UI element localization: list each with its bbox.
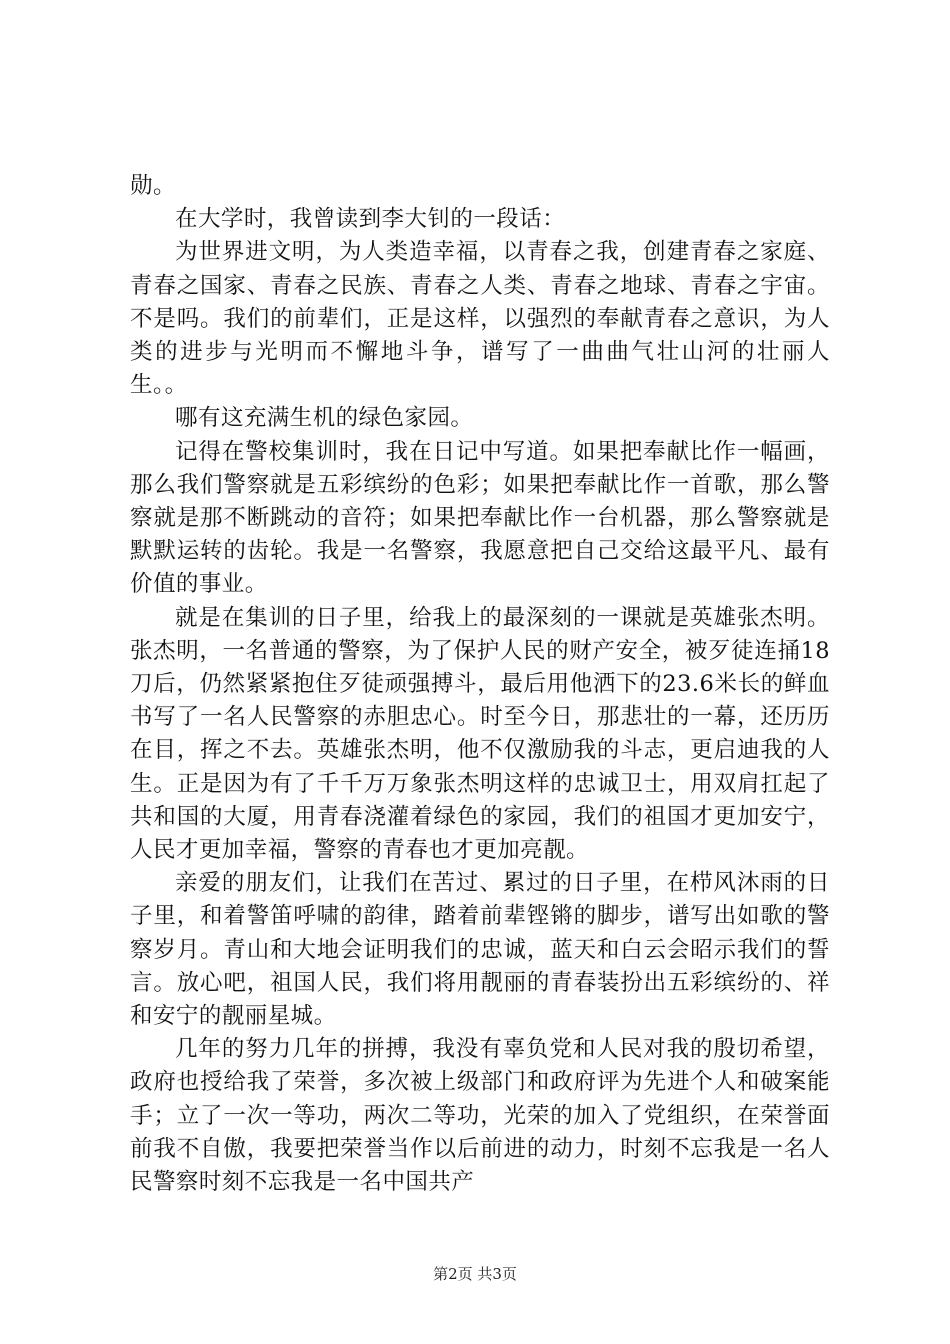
paragraph-2: 在大学时，我曾读到李大钊的一段话： <box>175 206 566 233</box>
paragraph-1: 勋。 <box>130 173 176 199</box>
paragraph-3: 为世界进文明，为人类造幸福，以青春之我，创建青春之家庭、青春之国家、青春之民族、青春之人类、青春之地球、青春之宇宙。不是吗。我们的前辈们，正是这样，以强烈的奉献青春之意识，为人类的进步与光明而不懈地斗争，谱写了一曲曲气壮山河的壮丽人生。。 <box>130 239 830 399</box>
paragraph-7: 亲爱的朋友们，让我们在苦过、累过的日子里，在栉风沐雨的日子里，和着警笛呼啸的韵律，踏着前辈铿锵的脚步，谱写出如歌的警察岁月。青山和大地会证明我们的忠诚，蓝天和白云会昭示我们的誓言。放心吧，祖国人民，我们将用靓丽的青春装扮出五彩缤纷的、祥和安宁的靓丽星城。 <box>130 870 830 1030</box>
page-number-label: 第2页 共3页 <box>433 1265 517 1283</box>
page-footer <box>0 1264 950 1284</box>
paragraph-8: 几年的努力几年的拼搏，我没有辜负党和人民对我的殷切希望，政府也授给我了荣誉，多次被上级部门和政府评为先进个人和破案能手；立了一次一等功，两次二等功，光荣的加入了党组织，在荣誉面前我不自傲，我要把荣誉当作以后前进的动力，时刻不忘我是一名人民警察时刻不忘我是一名中国共产 <box>130 1036 830 1196</box>
paragraph-5: 记得在警校集训时，我在日记中写道。如果把奉献比作一幅画，那么我们警察就是五彩缤纷的色彩；如果把奉献比作一首歌，那么警察就是那不断跳动的音符；如果把奉献比作一台机器，那么警察就是默默运转的齿轮。我是一名警察，我愿意把自己交给这最平凡、最有价值的事业。 <box>130 438 830 598</box>
paragraph-4: 哪有这充满生机的绿色家园。 <box>175 405 474 432</box>
document-body <box>130 170 830 1199</box>
paragraph-6: 就是在集训的日子里，给我上的最深刻的一课就是英雄张杰明。张杰明，一名普通的警察，为了保护人民的财产安全，被歹徒连捅18刀后，仍然紧紧抱住歹徒顽强搏斗，最后用他洒下的23.6米长的鲜血书写了一名人民警察的赤胆忠心。时至今日，那悲壮的一幕，还历历在目，挥之不去。英雄张杰明，他不仅激励我的斗志，更启迪我的人生。正是因为有了千千万万象张杰明这样的忠诚卫士，用双肩扛起了共和国的大厦，用青春浇灌着绿色的家园，我们的祖国才更加安宁，人民才更加幸福，警察的青春也才更加亮靓。 <box>130 604 830 864</box>
